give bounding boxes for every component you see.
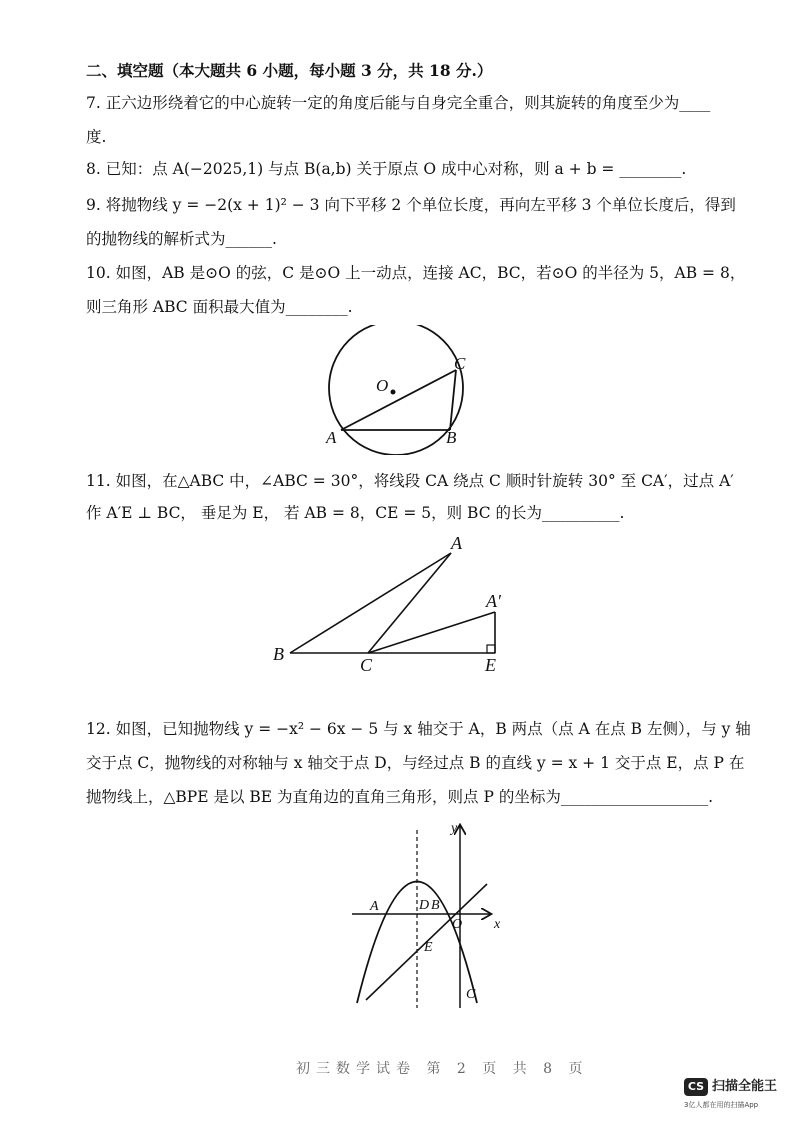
- label-b: B: [273, 644, 284, 664]
- segment-ca: [368, 553, 451, 653]
- label-b: B: [431, 898, 440, 913]
- question-12-line-2: 交于点 C，抛物线的对称轴与 x 轴交于点 D，与经过点 B 的直线 y = x + 1 交于点 E，点 P 在: [86, 754, 745, 772]
- label-a-prime: A′: [486, 591, 501, 611]
- label-c: C: [454, 354, 466, 373]
- figure-10-circle: [320, 325, 480, 455]
- label-a: A: [370, 899, 379, 914]
- center-dot: [391, 390, 396, 395]
- scanner-tagline: 3亿人都在用的扫描App: [684, 1101, 759, 1109]
- question-7-line-2: 度.: [86, 128, 107, 146]
- question-12-line-3: 抛物线上，△BPE 是以 BE 为直角边的直角三角形，则点 P 的坐标为___________________.: [86, 788, 714, 806]
- question-12-line-1: 12. 如图，已知抛物线 y = −x² − 6x − 5 与 x 轴交于 A，B 两点（点 A 在点 B 左侧），与 y 轴: [86, 720, 751, 738]
- question-9-line-1: 9. 将抛物线 y = −2(x + 1)² − 3 向下平移 2 个单位长度，再向左平移 3 个单位长度后，得到: [86, 196, 736, 214]
- label-o: O: [376, 376, 389, 395]
- page-footer: 初三数学试卷 第 2 页 共 8 页: [296, 1061, 589, 1077]
- figure-11-triangle: [268, 530, 518, 680]
- label-x: x: [494, 917, 501, 932]
- label-o: O: [452, 917, 463, 932]
- section-header: 二、填空题（本大题共 6 小题，每小题 3 分，共 18 分.）: [86, 61, 493, 80]
- label-c: C: [466, 987, 476, 1002]
- question-8-line-1: 8. 已知：点 A(−2025,1) 与点 B(a,b) 关于原点 O 成中心对称，则 a + b = ________.: [86, 160, 687, 178]
- question-7-line-1: 7. 正六边形绕着它的中心旋转一定的角度后能与自身完全重合，则其旋转的角度至少为____: [86, 94, 711, 112]
- question-10-line-2: 则三角形 ABC 面积最大值为________.: [86, 298, 353, 316]
- label-b: B: [446, 428, 457, 447]
- label-e: E: [485, 655, 496, 675]
- label-e: E: [424, 940, 433, 955]
- scanner-logo-icon: CS: [684, 1078, 708, 1096]
- segment-ca-prime: [368, 612, 495, 653]
- segment-ac: [341, 370, 456, 430]
- question-10-line-1: 10. 如图，AB 是⊙O 的弦，C 是⊙O 上一动点，连接 AC，BC，若⊙O 的半径为 5，AB = 8，: [86, 264, 746, 282]
- question-11-line-1: 11. 如图，在△ABC 中，∠ABC = 30°，将线段 CA 绕点 C 顺时针旋转 30° 至 CA′，过点 A′: [86, 472, 734, 490]
- right-angle-mark: [487, 645, 495, 653]
- label-d: D: [419, 898, 430, 913]
- label-a: A: [451, 533, 462, 553]
- question-9-line-2: 的抛物线的解析式为______.: [86, 230, 277, 248]
- scanner-app-name: 扫描全能王: [712, 1079, 778, 1094]
- label-c: C: [360, 655, 373, 675]
- label-a: A: [326, 428, 337, 447]
- segment-ba: [290, 553, 451, 653]
- figure-12-parabola: [340, 818, 510, 1013]
- label-y: y: [451, 821, 458, 836]
- question-11-line-2: 作 A′E ⊥ BC， 垂足为 E， 若 AB = 8，CE = 5，则 BC 的长为__________.: [86, 504, 625, 522]
- circle-o: [329, 325, 463, 455]
